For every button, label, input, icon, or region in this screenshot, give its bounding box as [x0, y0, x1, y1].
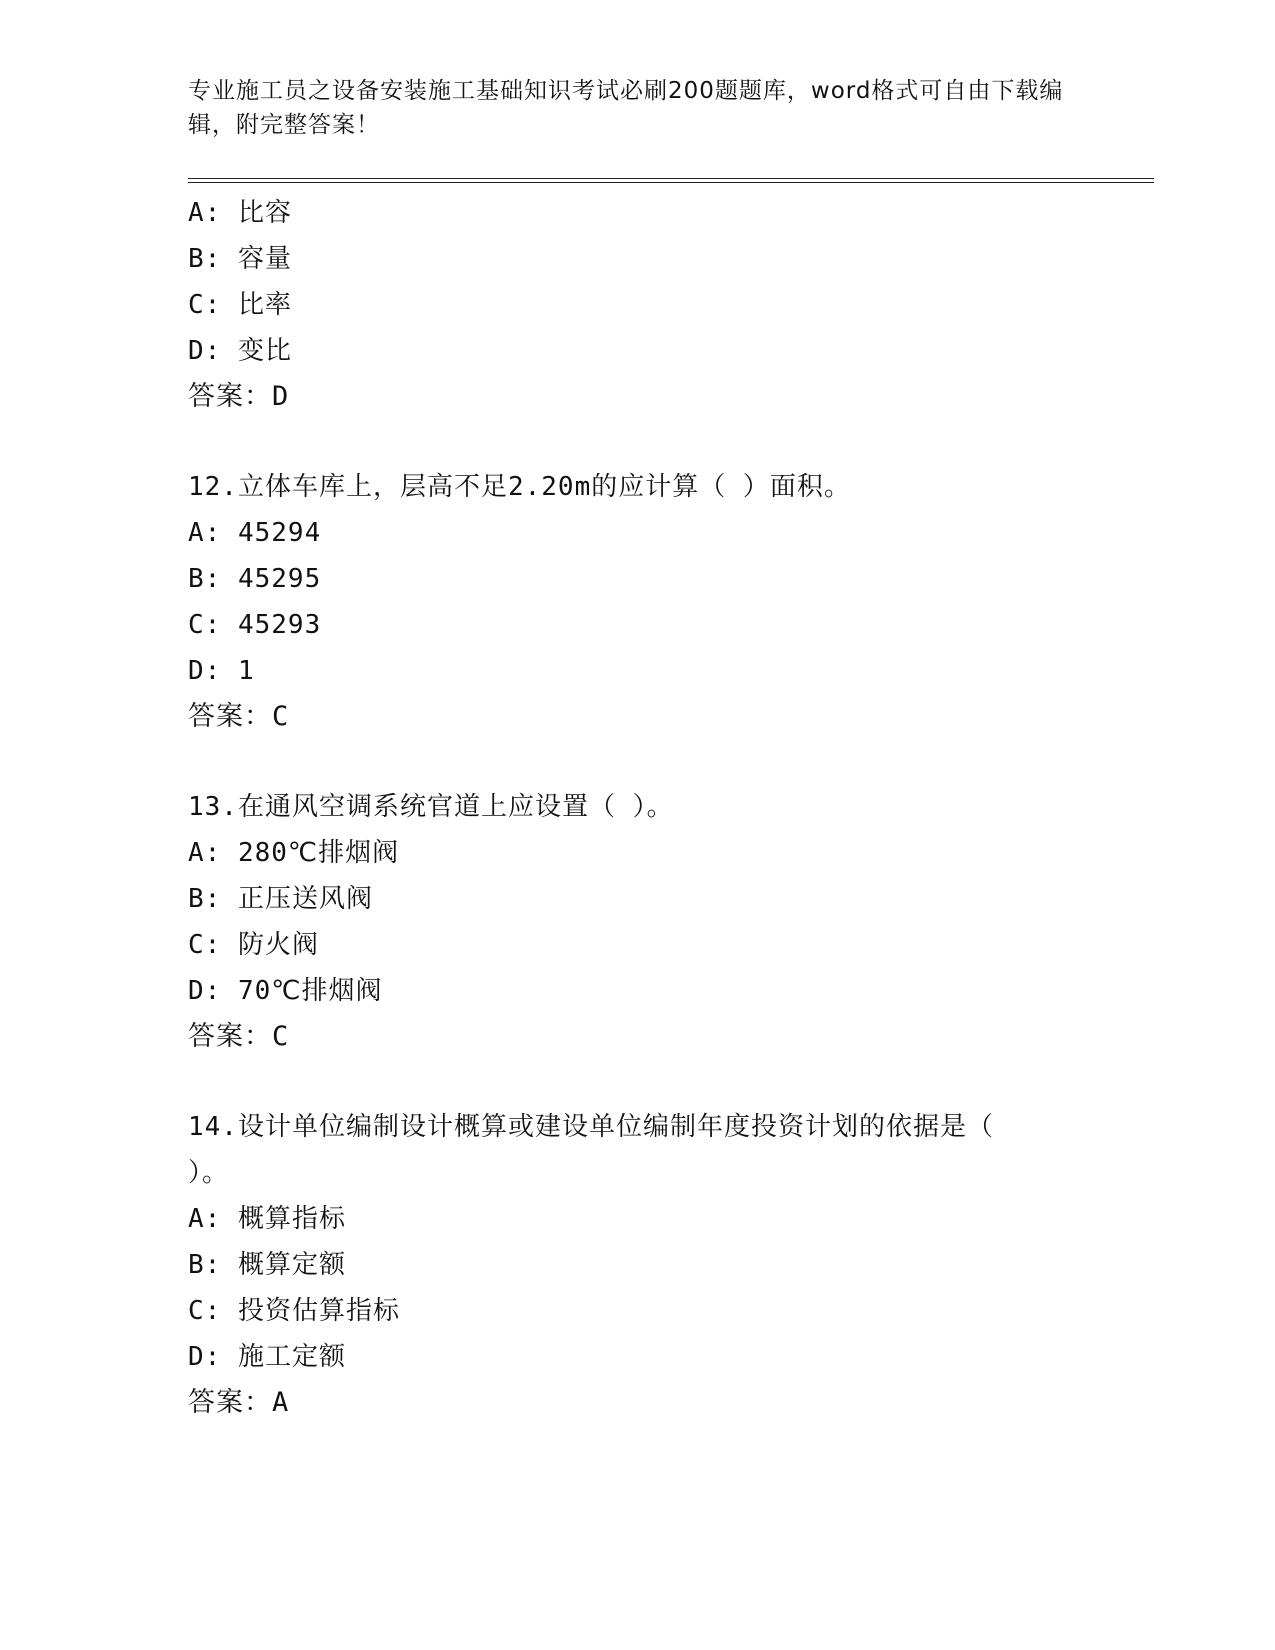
question-block [188, 1104, 1154, 1426]
question-list [188, 190, 1154, 1426]
question-block [188, 190, 1154, 420]
option-b: B: 概算定额 [188, 1250, 346, 1280]
answer-line: 答案：C [188, 701, 290, 732]
answer-line: 答案：A [188, 1387, 290, 1418]
answer-line: 答案：C [188, 1021, 290, 1052]
option-c: C: 防火阀 [188, 930, 319, 960]
option-b: B: 45295 [188, 564, 322, 594]
option-c: C: 45293 [188, 610, 322, 640]
option-d: D: 变比 [188, 336, 292, 366]
header-divider-bottom [188, 182, 1154, 183]
answer-line: 答案：D [188, 381, 290, 412]
option-d: D: 70℃排烟阀 [188, 976, 383, 1006]
option-d: D: 1 [188, 656, 255, 686]
question-block [188, 784, 1154, 1060]
question-text: 13.在通风空调系统官道上应设置（ ）。 [188, 792, 674, 822]
option-d: D: 施工定额 [188, 1342, 346, 1372]
option-a: A: 概算指标 [188, 1204, 346, 1234]
option-c: C: 比率 [188, 290, 292, 320]
option-b: B: 正压送风阀 [188, 884, 373, 914]
option-a: A: 比容 [188, 198, 292, 228]
option-a: A: 280℃排烟阀 [188, 838, 400, 868]
option-b: B: 容量 [188, 244, 292, 274]
option-c: C: 投资估算指标 [188, 1296, 400, 1326]
option-a: A: 45294 [188, 518, 322, 548]
header-divider-top [188, 178, 1154, 179]
question-text: 12.立体车库上，层高不足2.20m的应计算（ ）面积。 [188, 472, 851, 502]
document-title: 专业施工员之设备安装施工基础知识考试必刷200题题库，word格式可自由下载编辑，附完整答案！ [188, 78, 1064, 138]
question-block [188, 464, 1154, 740]
question-text: 14.设计单位编制设计概算或建设单位编制年度投资计划的依据是（ ）。 [188, 1112, 994, 1188]
